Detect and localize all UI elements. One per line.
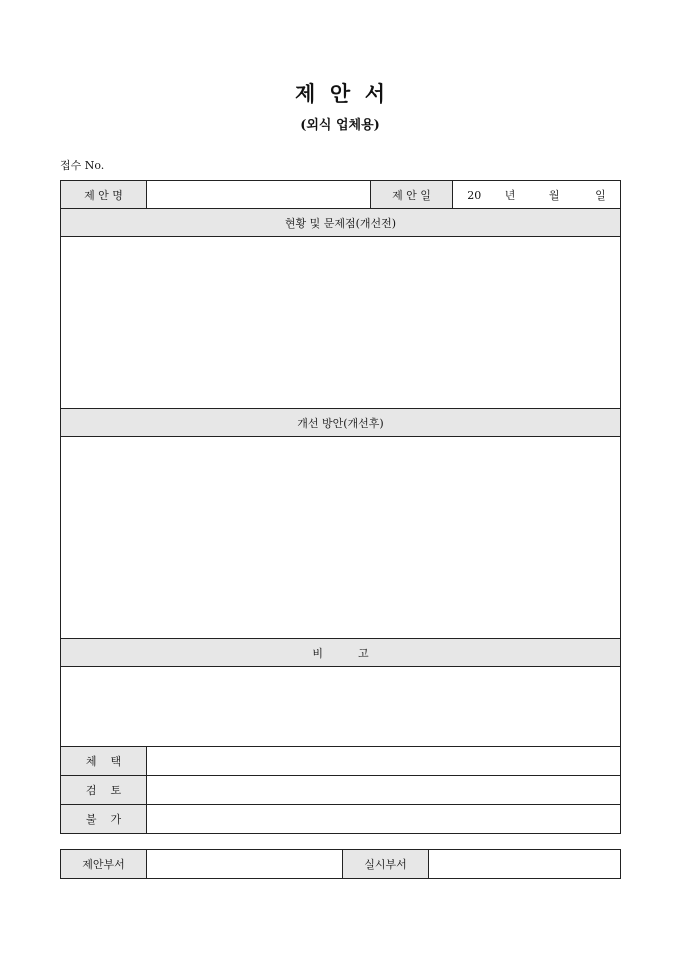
proposal-form-table [60, 180, 621, 834]
document-subtitle: (외식 업체용) [300, 118, 380, 133]
proposal-name-label: 제 안 명 [61, 181, 147, 209]
date-year-unit: 년 [504, 188, 516, 202]
proposing-dept-label: 제안부서 [61, 850, 147, 879]
adopt-label: 체 택 [61, 747, 147, 776]
document-title: 제 안 서 [294, 81, 386, 106]
improvement-plan-header: 개선 방안(개선후) [61, 409, 621, 437]
receipt-number-label: 접수 No. [60, 159, 105, 172]
proposing-dept-field[interactable] [147, 850, 343, 879]
date-century: 20 [467, 188, 482, 202]
proposal-name-field[interactable] [147, 181, 371, 209]
remarks-header: 비 고 [61, 639, 621, 667]
date-month-unit: 월 [548, 188, 560, 202]
review-field[interactable] [147, 776, 621, 805]
proposal-date-label: 제 안 일 [371, 181, 453, 209]
reject-label: 불 가 [61, 805, 147, 834]
remarks-field[interactable] [61, 667, 621, 747]
current-status-field[interactable] [61, 237, 621, 409]
improvement-plan-field[interactable] [61, 437, 621, 639]
implementing-dept-field[interactable] [429, 850, 621, 879]
current-status-header: 현황 및 문제점(개선전) [61, 209, 621, 237]
implementing-dept-label: 실시부서 [343, 850, 429, 879]
adopt-field[interactable] [147, 747, 621, 776]
department-table [60, 849, 621, 879]
reject-field[interactable] [147, 805, 621, 834]
review-label: 검 토 [61, 776, 147, 805]
date-day-unit: 일 [595, 188, 606, 202]
proposal-date-field[interactable] [453, 181, 621, 209]
